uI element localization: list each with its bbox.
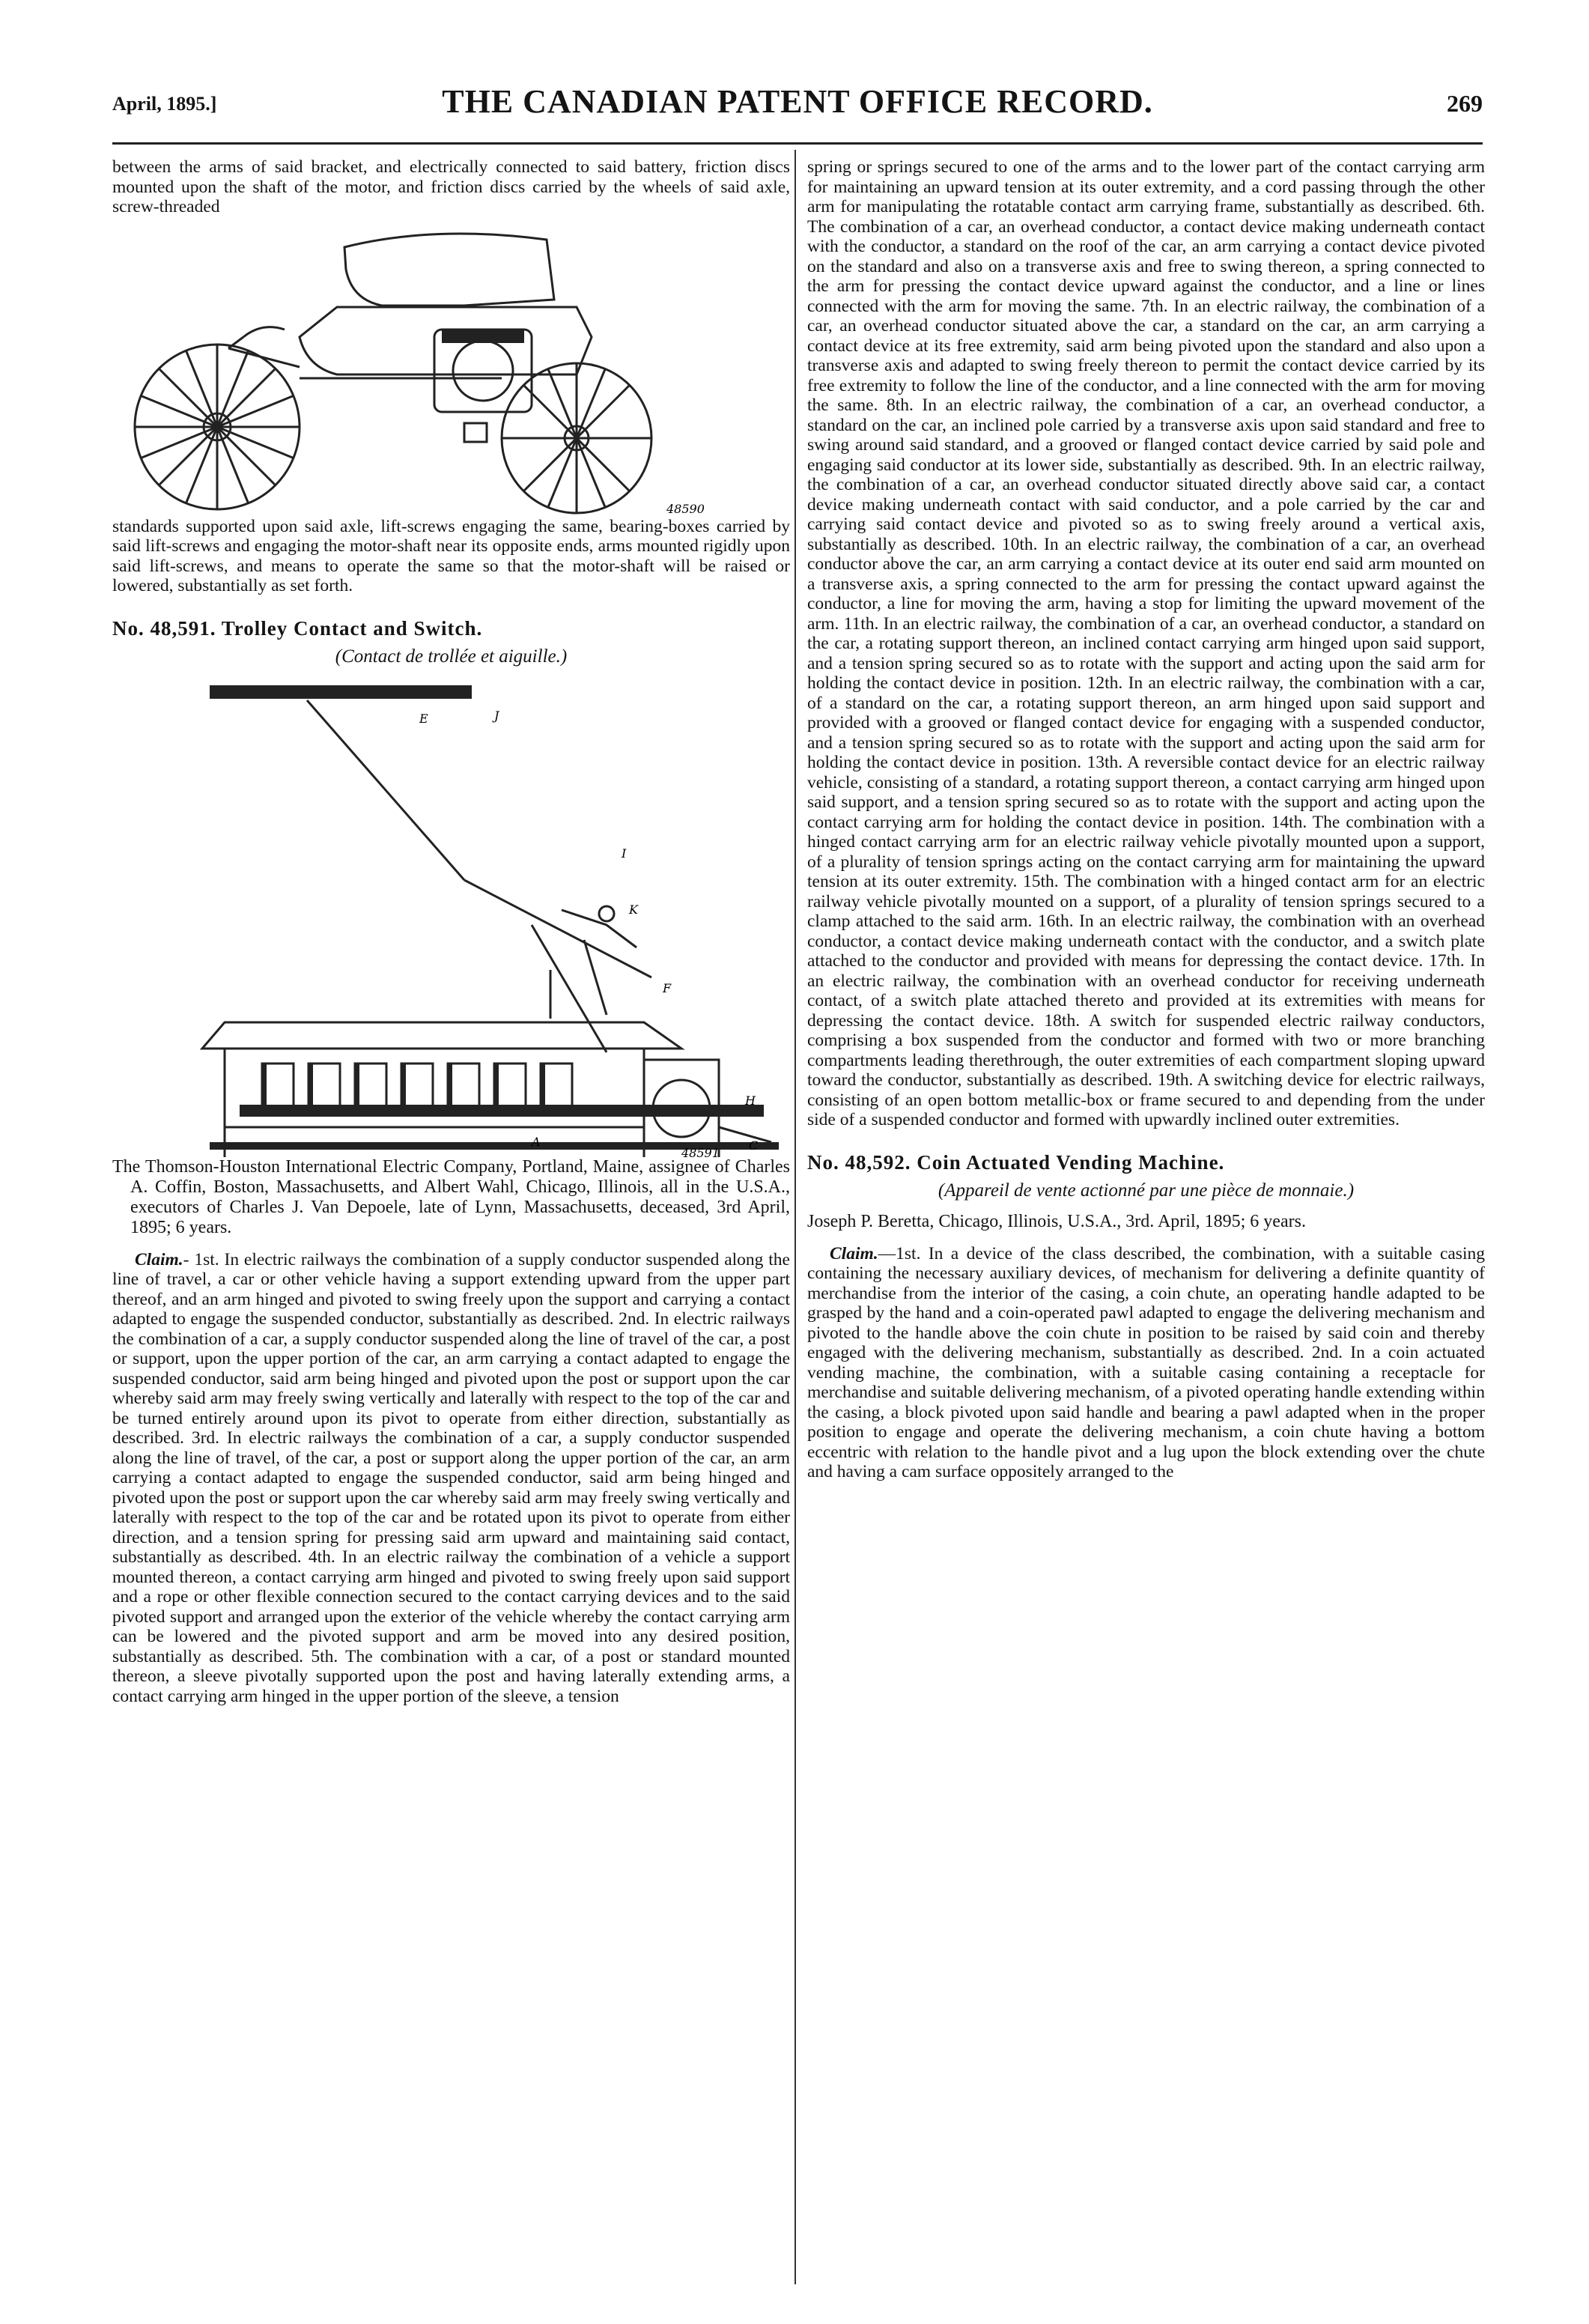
patent-48590-claim-end: standards supported upon said axle, lift-screws engaging the same, bearing-boxes carried by said lift-screws and engaging the motor-shaft near its opposite ends, arms mounted rigidly upon said lift-screws, and means to operate the same so that the motor-shaft will be raised or lowered, substantially as set forth. [112, 516, 790, 595]
header-date: April, 1895.] [112, 93, 217, 115]
figure-label-j: J [494, 708, 499, 723]
figure-label-c: C [749, 1138, 759, 1153]
patent-48591-claims [112, 1250, 790, 1707]
overhead-conductor-bar [210, 685, 472, 699]
page-number: 269 [1447, 90, 1483, 117]
figure-label-e: E [419, 711, 428, 726]
figure-label-i: I [622, 846, 627, 861]
left-column [112, 157, 790, 1706]
column-divider [794, 150, 796, 2284]
publication-title: THE CANADIAN PATENT OFFICE RECORD. [442, 83, 1153, 120]
figure-48590-motor-carriage [112, 217, 790, 517]
patent-48591-assignee: The Thomson-Houston International Electric Company, Portland, Maine, assignee of Charles A. Coffin, Boston, Massachusetts, and Albert Wahl, Chicago, Illinois, all in the U.S.A., executors of Charles J. Van Depoele, late of Lynn, Massachusetts, deceased, 3rd April, 1895; 6 years. [112, 1156, 790, 1237]
patent-48590-claim-tail: between the arms of said bracket, and electrically connected to said battery, friction discs mounted upon the shaft of the motor, and friction discs carried by the wheels of said axle, screw-threaded [112, 157, 790, 216]
page-header [112, 82, 1483, 127]
patent-48592-french-title: (Appareil de vente actionné par une pièce de monnaie.) [938, 1180, 1355, 1201]
figure-label-h: H [745, 1093, 756, 1108]
figure-label-k: K [629, 902, 638, 917]
patent-48592-claims [807, 1244, 1485, 1482]
claim-text: —1st. In a device of the class described, the combination, with a suitable casing containing the necessary auxiliary devices, of mechanism for delivering a definite quantity of merchandise from the interior of the casing, a coin chute, an operating handle adapted to be grasped by the hand and a coin-operated pawl adapted to engage the delivering mechanism and pivoted to the handle above the coin chute in position to be raised by said coin and thereby engaged with the delivering mechanism, substantially as described. 2nd. In a coin actuated vending machine, the combination, with a suitable casing containing a receptacle for merchandise and suitable delivering mechanism, of a pivoted operating handle extending within the casing, a block pivoted upon said handle and bearing a pawl adapted when in the proper position to engage and operate the delivering mechanism, a coin chute having a bottom eccentric with relation to the handle pivot and a lug upon the block extending over the chute and having a cam surface oppositely arranged to the [807, 1243, 1485, 1481]
figure-48591-number: 48591 [681, 1145, 720, 1157]
patent-48591-title: No. 48,591. Trolley Contact and Switch. [112, 616, 483, 640]
figure-48590-number: 48590 [666, 501, 705, 516]
claim-text: - 1st. In electric railways the combination of a supply conductor suspended along the line of travel, a car or other vehicle having a support extending upward from the upper part thereof, and an arm hinged and pivoted to swing freely upon the support and carrying a contact adapted to engage the suspended conductor, substantially as described. 2nd. In electric railways the combination of a car, a supply conductor suspended along the line of travel of the car, a post or support, upon the upper portion of the car, an arm carrying a contact adapted to engage the suspended conductor, said arm being hinged and pivoted upon the post or support upon the car whereby said arm may freely swing vertically and laterally with respect to the top of the car and be turned entirely around upon its pivot to operate from either direction, substantially as described. 3rd. In electric railways the combination of a car, a supply conductor suspended along the line of travel, of the car, a post or support along the upper portion of the car, an arm carrying a contact adapted to engage the suspended conductor, said arm being hinged and pivoted upon the post or support upon the car whereby said arm may freely swing vertically and laterally with respect to the top of the car and be rotated upon its pivot to operate from either direction, and a tension spring for pressing said arm upward and maintaining said contact, substantially as described. 4th. In an electric railway the combination of a vehicle a support mounted thereon, a contact carrying arm hinged and pivoted to swing freely upon said support and a rope or other flexible connection secured to the contact carrying devices and to the said pivoted support and arranged upon the exterior of the vehicle whereby the contact carrying arm can be lowered and the pivoted support and arm be moved into any desired position, substantially as described. 5th. The combination with a car, of a post or standard mounted thereon, a sleeve pivotally supported upon the post and having laterally extending arms, a contact carrying arm hinged in the upper portion of the sleeve, a tension [112, 1249, 790, 1706]
claim-label: Claim. [135, 1249, 183, 1269]
figure-label-a: A [532, 1134, 541, 1149]
claim-label: Claim. [830, 1243, 878, 1263]
figure-label-f: F [663, 980, 672, 995]
patent-48591-french-title: (Contact de trollée et aiguille.) [335, 646, 568, 667]
right-column [807, 157, 1485, 1482]
patent-48592-title: No. 48,592. Coin Actuated Vending Machine. [807, 1150, 1225, 1174]
header-rule [112, 142, 1483, 145]
patent-48592-assignee: Joseph P. Beretta, Chicago, Illinois, U.S.A., 3rd. April, 1895; 6 years. [807, 1211, 1306, 1231]
patent-48591-claims-continued: spring or springs secured to one of the arms and to the lower part of the contact carrying arm for maintaining an upward tension at its outer extremity, and a cord passing through the other arm for manipulating the rotatable contact arm carrying frame, substantially as described. 6th. The combination of a car, an overhead conductor, a contact device making underneath contact with the conductor, a standard on the roof of the car, an arm carrying a contact device pivoted on the standard and also on a transverse axis and free to swing thereon, a spring connected to the arm for pressing the contact device upward against the conductor, and a line or lines connected with the arm for moving the same. 7th. In an electric railway, the combination of a car, an overhead conductor situated above the car, a standard on the car, an arm carrying a contact device at its free extremity, said arm being pivoted upon the standard and also upon a transverse axis and adapted to swing freely thereon to permit the contact device carried by its free extremity to follow the line of the conductor, and a line connected with the arm for moving the same. 8th. In an electric railway, the combination of a car, an overhead conductor, a standard on the car, an inclined pole carried by a transverse axis upon said standard and free to swing around said standard, and a grooved or flanged contact device carried by said pole and engaging said conductor at its lower side, substantially as described. 9th. In an electric railway, the combination of a car, an overhead conductor situated directly above said car, a contact device making underneath contact with said conductor, and a pole carried by the car and carrying said contact device and pivoted so as to swing freely around a vertical axis, substantially as described. 10th. In an electric railway, the combination of a car, an overhead conductor above the car, an arm carrying a contact device at its outer end said arm mounted on a transverse axis, a spring connected to the arm for pressing the contact upward against the conductor, a line for moving the arm, having a stop for limiting the upward movement of the arm. 11th. In an electric railway, the combination of a car, an overhead conductor, a standard on the car, a rotating support thereon, an inclined contact carrying arm hinged upon said support, and a tension spring secured so as to rotate with the support and acting upon the said arm for holding the contact device in position. 12th. In an electric railway, the combination with a car, of a standard on the car, a rotating support thereon, an arm hinged upon said support and provided with a grooved or flanged contact device for engaging with a suspended conductor, and a tension spring secured so as to rotate with the support and acting upon the said arm for holding the contact device in position. 13th. A reversible contact device for an electric railway vehicle, consisting of a standard, a rotating support thereon, a contact carrying arm hinged upon said support, and a tension spring secured so as to rotate with the support and acting upon the contact carrying arm for holding the contact device in position. 14th. The combination with a hinged contact carrying arm for an electric railway vehicle pivotally mounted upon a support, of a plurality of tension springs acting on the contact carrying arm for maintaining the upward tension at its outer extremity. 15th. The combination with a hinged contact arm for an electric railway vehicle pivotally mounted on a support, of a plurality of tension springs secured to a clamp attached to the said arm. 16th. In an electric railway, the combination with an overhead conductor, a contact device making underneath contact with the conductor, and a switch plate attached to the conductor and provided with means for depressing the contact device. 17th. In an electric railway, the combination with an overhead conductor for receiving underneath contact, of a switch plate attached thereto and provided at its extremities with means for depressing the contact device. 18th. A switch for suspended electric railway conductors, comprising a box suspended from the conductor and formed with two or more branching compartments leading therethrough, the outer extremities of each compartment sloping upward toward the conductor, substantially as described. 19th. A switching device for electric railways, consisting of an open bottom metallic-box or frame secured to and depending from the under side of a suspended conductor and formed with upwardly inclined outer extremities. [807, 157, 1485, 1129]
figure-48591-trolley-car [112, 678, 790, 1157]
